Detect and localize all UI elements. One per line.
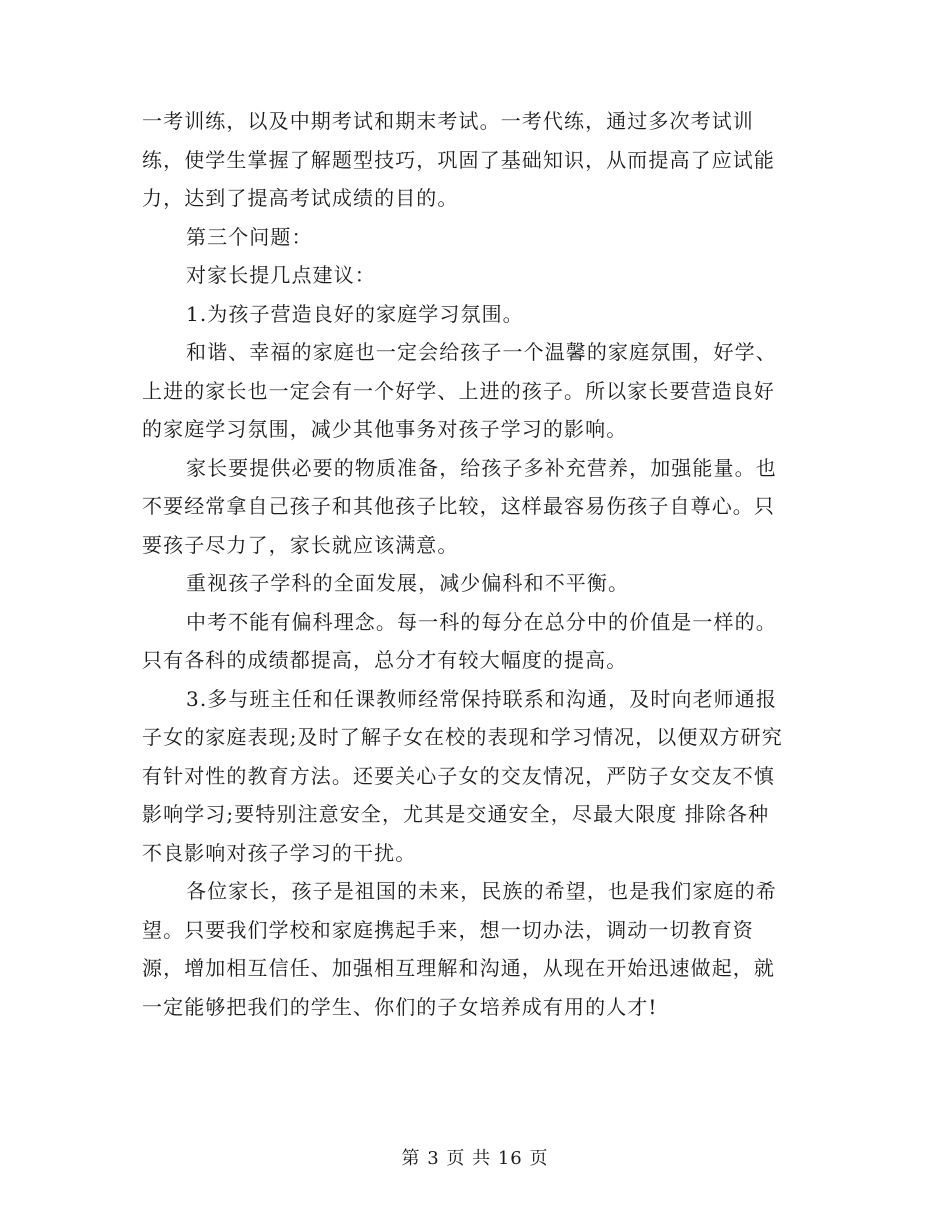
text-line: 子女的家庭表现;及时了解子女在校的表现和学习情况，以便双方研究 xyxy=(142,725,783,749)
text-line: 的家庭学习氛围，减少其他事务对孩子学习的影响。 xyxy=(142,417,628,441)
text-line: 一定能够把我们的学生、你们的子女培养成有用的人才! xyxy=(142,994,658,1019)
text-line: 力，达到了提高考试成绩的目的。 xyxy=(142,186,459,210)
text-line: 上进的家长也一定会有一个好学、上进的孩子。所以家长要营造良好 xyxy=(142,378,775,403)
text-line: 家长要提供必要的物质准备，给孩子多补充营养，加强能量。也 xyxy=(186,455,777,480)
text-line: 不要经常拿自己孩子和其他孩子比较，这样最容易伤孩子自尊心。只 xyxy=(142,494,775,518)
text-line: 望。只要我们学校和家庭携起手来，想一切办法，调动一切教育资 xyxy=(142,917,754,942)
text-line: 要孩子尽力了，家长就应该满意。 xyxy=(142,532,459,557)
text-line: 一考训练，以及中期考试和期末考试。一考代练，通过多次考试训 xyxy=(142,109,754,133)
text-line: 源，增加相互信任、加强相互理解和沟通，从现在开始迅速做起，就 xyxy=(142,956,775,980)
text-line: 影响学习;要特别注意安全，尤其是交通安全，尽最大限度 排除各种 xyxy=(142,802,770,826)
document-body xyxy=(142,102,807,1026)
section-heading: 第三个问题： xyxy=(186,224,313,249)
text-line: 和谐、幸福的家庭也一定会给孩子一个温馨的家庭氛围，好学、 xyxy=(186,340,777,364)
text-line: 有针对性的教育方法。还要关心子女的交友情况，严防子女交友不慎 xyxy=(142,763,775,788)
text-line: 中考不能有偏科理念。每一科的每分在总分中的价值是一样的。 xyxy=(186,609,777,634)
text-line: 重视孩子学科的全面发展，减少偏科和不平衡。 xyxy=(186,571,630,595)
text-line: 各位家长，孩子是祖国的未来，民族的希望，也是我们家庭的希 xyxy=(186,879,777,903)
subheading: 对家长提几点建议： xyxy=(186,263,376,287)
list-item-heading: 1.为孩子营造良好的家庭学习氛围。 xyxy=(186,301,524,326)
text-line: 只有各科的成绩都提高，总分才有较大幅度的提高。 xyxy=(142,648,628,672)
list-item-heading: 3.多与班主任和任课教师经常保持联系和沟通，及时向老师通报 xyxy=(186,686,777,711)
text-line: 不良影响对孩子学习的干扰。 xyxy=(142,840,417,865)
text-line: 练，使学生掌握了解题型技巧，巩固了基础知识，从而提高了应试能 xyxy=(142,147,775,172)
page-number-footer: 第 3 页 共 16 页 xyxy=(401,1148,549,1169)
